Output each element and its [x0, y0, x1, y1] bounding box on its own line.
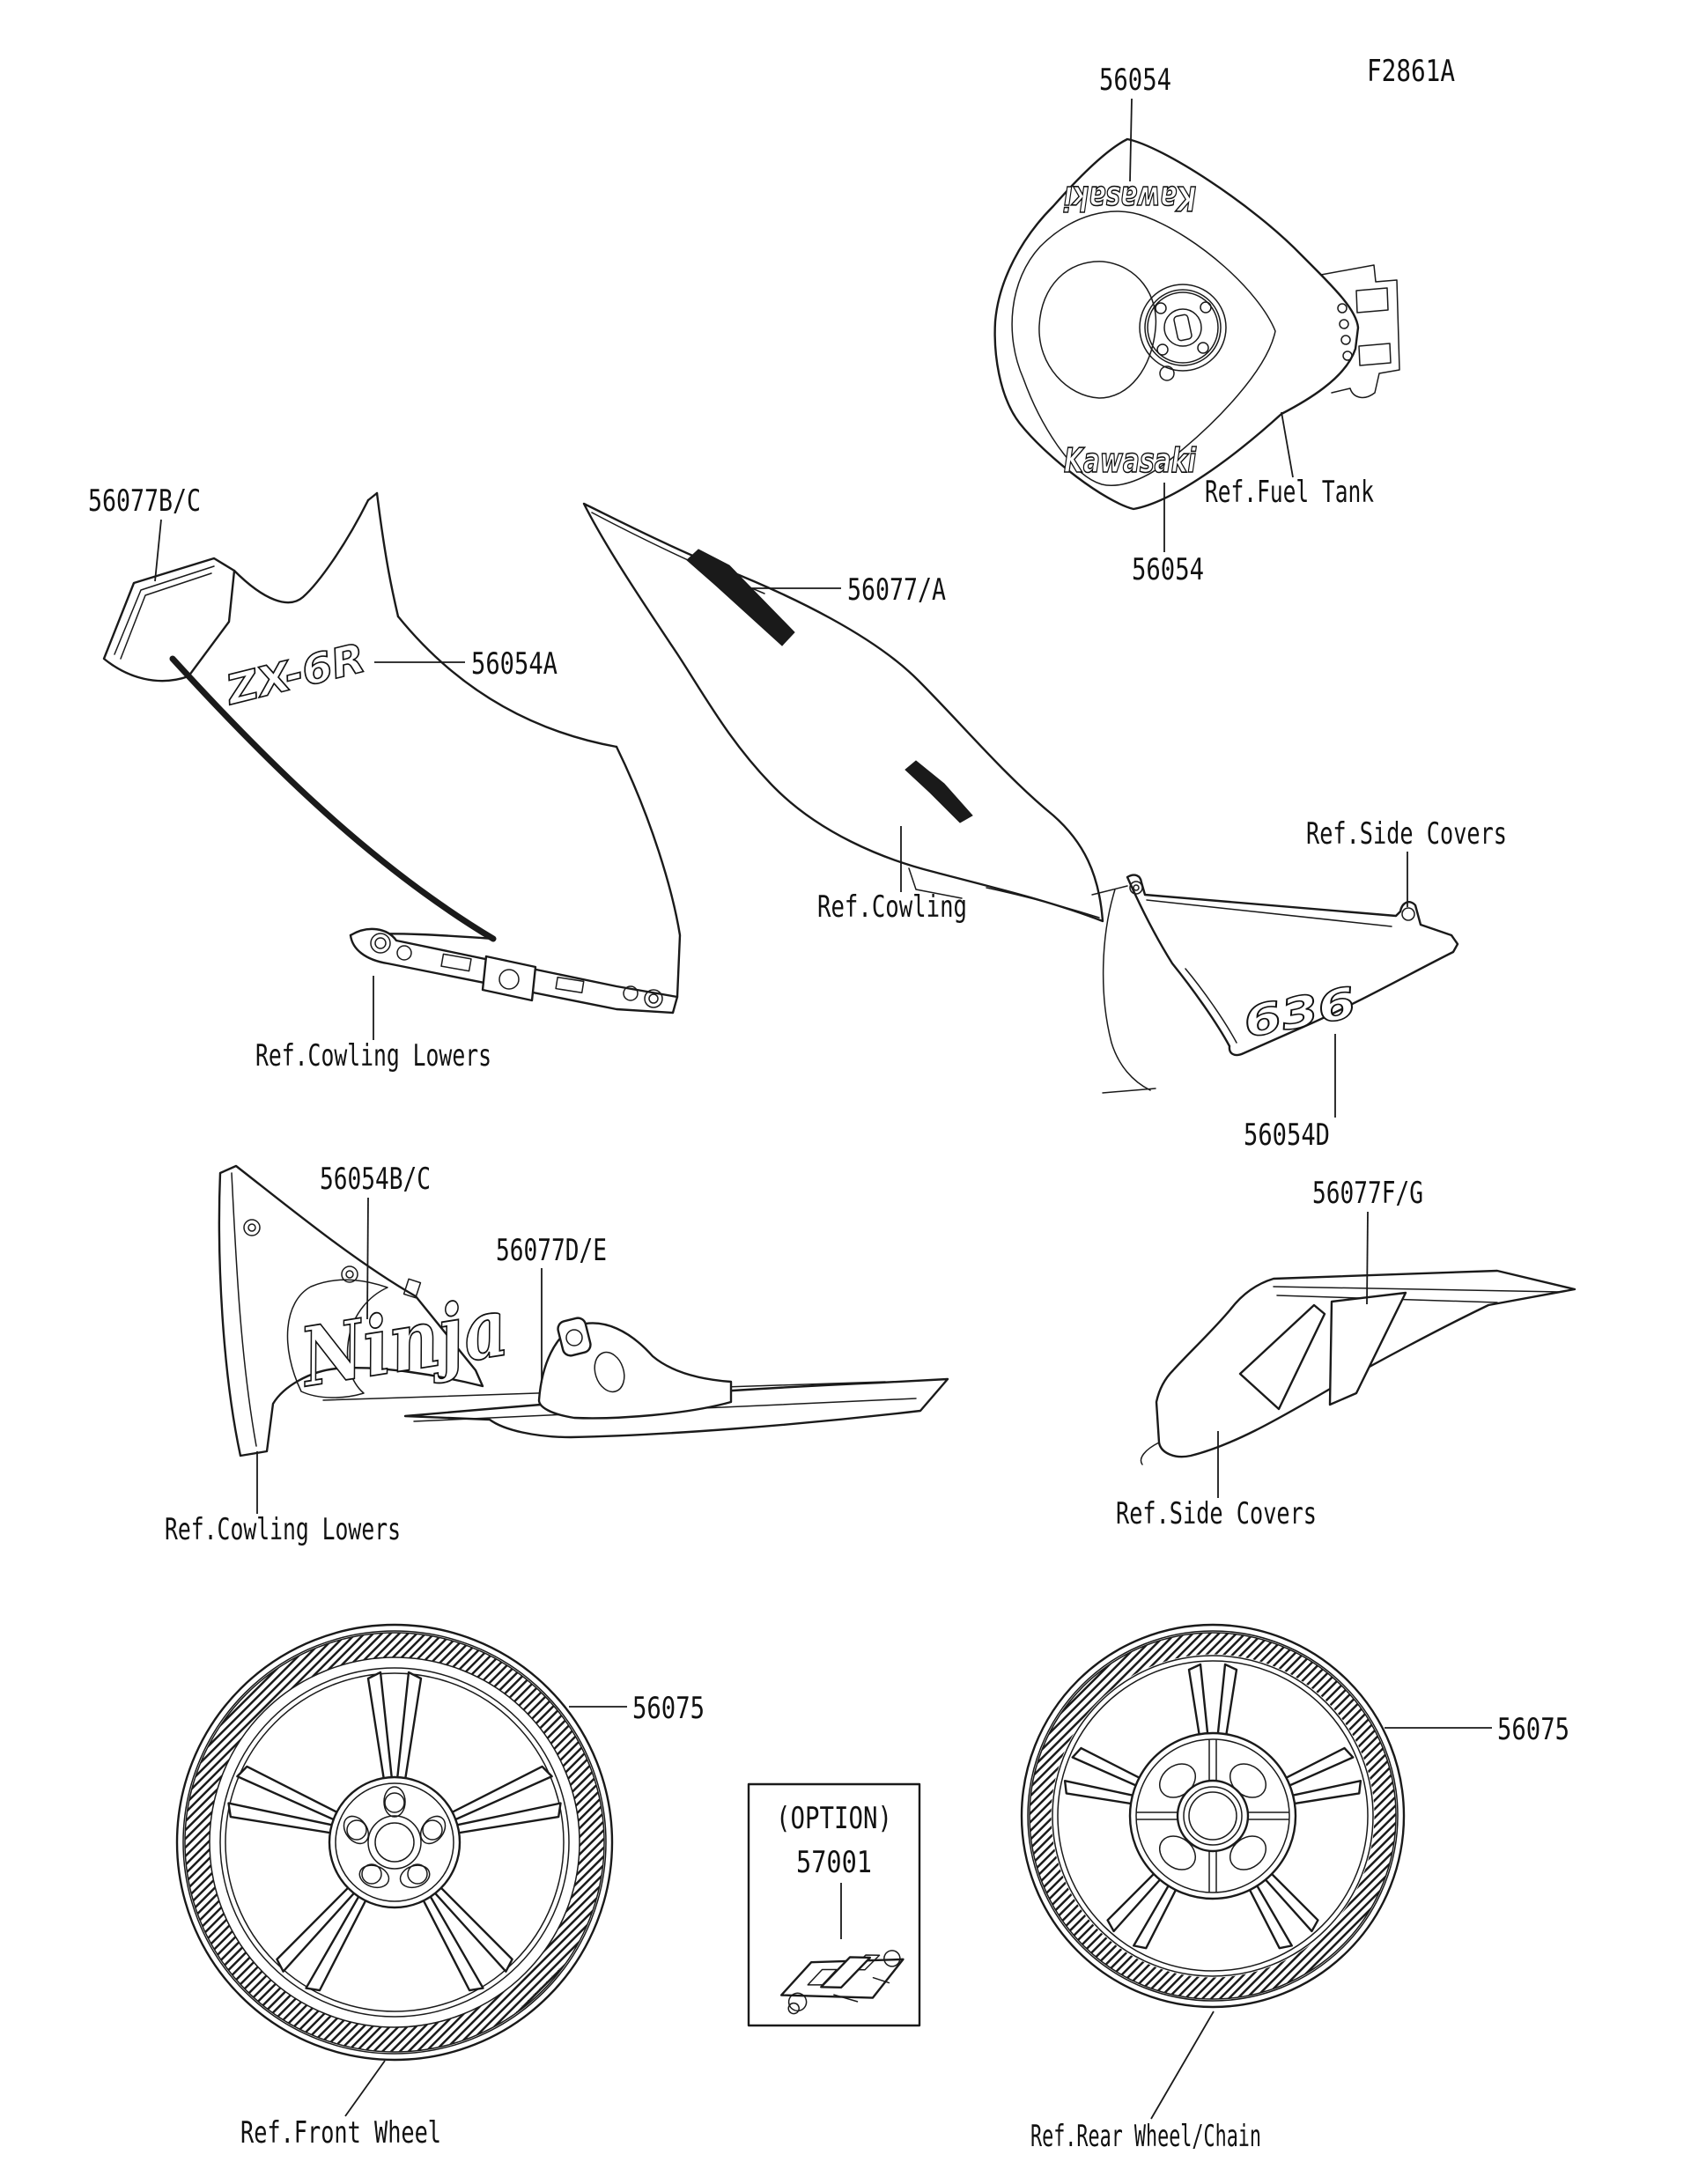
label-front-wheel-code: 56075: [632, 1691, 705, 1726]
front-wheel-drawing: [177, 1625, 612, 2060]
label-front-wheel-ref: Ref.Front Wheel: [240, 2115, 441, 2151]
label-side-cover-code-2: 56077F/G: [1312, 1176, 1423, 1211]
side-cover-2-drawing: [1141, 1271, 1575, 1465]
label-tank-bottom-code: 56054: [1132, 552, 1204, 587]
fairing-lower-bracket: [351, 929, 677, 1013]
label-cowling-lowers-ref-1: Ref.Cowling Lowers: [255, 1038, 491, 1074]
label-side-cover-ref-2: Ref.Side Covers: [1116, 1496, 1317, 1531]
fairing-zx6r-decal: ZX-6R: [221, 636, 362, 714]
leader-front-wheel-ref: [345, 2061, 385, 2116]
figure-code: F2861A: [1367, 54, 1455, 89]
label-option-caption: (OPTION): [776, 1801, 892, 1836]
label-fairing-decal-code: 56054A: [471, 646, 558, 682]
label-cowling-lowers-ref-2: Ref.Cowling Lowers: [165, 1512, 401, 1547]
rear-hub: [1130, 1733, 1296, 1899]
leader-rear-wheel-ref: [1151, 2011, 1214, 2119]
lower-duct: [539, 1317, 731, 1419]
label-side-cover-ref-1: Ref.Side Covers: [1306, 816, 1507, 852]
tank-logo-top-decal: Kawasaki: [1063, 179, 1196, 218]
label-side-cover-code-1: 56054D: [1244, 1118, 1330, 1153]
ninja-decal: Ninja: [294, 1273, 552, 1406]
leader-side-cover-code-2: [1367, 1212, 1368, 1304]
tank-logo-bottom-decal: Kawasaki: [1064, 441, 1197, 480]
chain-tool-drawing: [775, 1941, 910, 2019]
fairing-winglet: [104, 558, 234, 681]
label-lower-duct-code: 56077D/E: [496, 1233, 607, 1268]
label-option-code: 57001: [796, 1845, 872, 1880]
side-cover-636-decal: 636: [1239, 982, 1336, 1048]
label-tank-top-code: 56054: [1099, 63, 1171, 98]
lower-cowling-drawing: [219, 1166, 948, 1456]
front-hub: [329, 1777, 460, 1907]
label-cowling-ref: Ref.Cowling: [817, 889, 967, 925]
option-box: [749, 1784, 919, 2025]
leader-fuel-tank-ref: [1281, 412, 1293, 477]
label-cowling-code: 56077/A: [847, 572, 946, 608]
side-cover-1-drawing: [1092, 875, 1458, 1093]
fuel-tank-drawing: [995, 139, 1399, 509]
label-rear-wheel-code: 56075: [1497, 1712, 1569, 1747]
leader-fairing-code: [155, 520, 161, 581]
label-fuel-tank-ref: Ref.Fuel Tank: [1205, 475, 1374, 510]
fairing-edge-sweep: [173, 659, 493, 939]
label-lower-cowling-code: 56054B/C: [320, 1162, 431, 1197]
rear-wheel-drawing: [1022, 1625, 1404, 2007]
upper-fairing-drawing: [104, 493, 680, 1013]
label-fairing-code: 56077B/C: [88, 483, 201, 519]
label-rear-wheel-ref: Ref.Rear Wheel/Chain: [1030, 2119, 1261, 2154]
leader-lower-cowling-code: [367, 1198, 368, 1319]
